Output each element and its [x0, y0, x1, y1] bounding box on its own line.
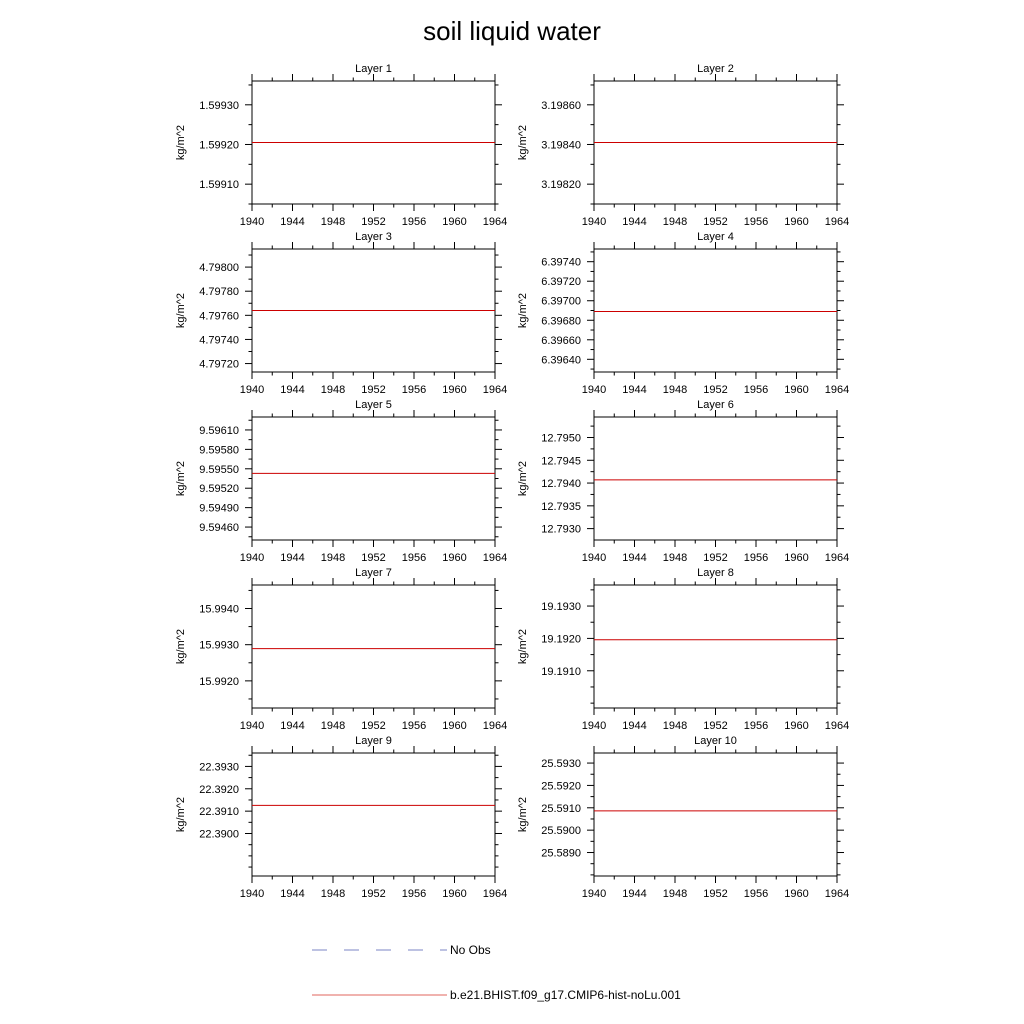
x-tick-label: 1964 [482, 720, 508, 732]
y-tick-label: 9.59460 [199, 522, 239, 535]
x-tick-label: 1960 [784, 552, 809, 564]
panel-title: Layer 9 [355, 735, 392, 747]
y-tick-label: 4.79720 [199, 358, 239, 371]
y-tick-label: 15.9940 [199, 603, 239, 616]
y-tick-label: 12.7935 [541, 500, 581, 513]
x-tick-label: 1964 [824, 720, 850, 732]
x-tick-label: 1952 [361, 552, 386, 564]
x-tick-label: 1960 [784, 216, 809, 228]
panel-frame [594, 753, 837, 876]
x-tick-label: 1956 [401, 384, 427, 396]
x-tick-label: 1964 [482, 552, 508, 564]
y-tick-label: 9.59580 [199, 444, 239, 457]
x-tick-label: 1948 [320, 216, 346, 228]
y-tick-label: 9.59550 [199, 463, 239, 476]
x-tick-label: 1940 [581, 216, 607, 228]
y-tick-label: 22.3930 [199, 761, 239, 774]
x-tick-label: 1952 [703, 216, 728, 228]
y-tick-label: 25.5890 [541, 847, 581, 860]
x-tick-label: 1948 [662, 384, 688, 396]
x-tick-label: 1964 [824, 552, 850, 564]
panel-frame [594, 585, 837, 708]
y-tick-label: 25.5920 [541, 780, 581, 793]
x-tick-label: 1948 [662, 552, 688, 564]
panel-title: Layer 4 [697, 231, 734, 243]
y-tick-label: 22.3900 [199, 828, 239, 841]
y-tick-label: 4.79760 [199, 310, 239, 323]
y-tick-label: 1.59920 [199, 139, 239, 152]
panel-title: Layer 10 [694, 735, 737, 747]
x-tick-label: 1944 [622, 216, 647, 228]
panel-4 [517, 231, 849, 396]
x-tick-label: 1944 [280, 552, 305, 564]
y-tick-label: 25.5910 [541, 802, 581, 815]
panel-3 [175, 231, 507, 396]
x-tick-label: 1956 [401, 216, 427, 228]
y-axis-label: kg/m^2 [175, 628, 187, 665]
x-tick-label: 1944 [280, 384, 305, 396]
y-axis-label: kg/m^2 [175, 124, 187, 161]
x-tick-label: 1964 [482, 216, 508, 228]
x-tick-label: 1960 [442, 384, 467, 396]
panel-2 [517, 63, 849, 228]
y-tick-label: 1.59910 [199, 179, 239, 192]
y-axis-label: kg/m^2 [175, 292, 187, 329]
x-tick-label: 1944 [622, 384, 647, 396]
x-tick-label: 1952 [361, 720, 386, 732]
y-axis-label: kg/m^2 [175, 460, 187, 497]
x-tick-label: 1940 [239, 888, 265, 900]
x-tick-label: 1960 [442, 552, 467, 564]
x-tick-label: 1940 [239, 552, 265, 564]
x-tick-label: 1944 [622, 888, 647, 900]
y-tick-label: 6.39700 [541, 295, 581, 308]
x-tick-label: 1956 [401, 720, 427, 732]
y-tick-label: 3.19860 [541, 99, 581, 112]
legend-label: b.e21.BHIST.f09_g17.CMIP6-hist-noLu.001 [450, 988, 681, 1002]
y-axis-label: kg/m^2 [517, 124, 529, 161]
y-tick-label: 15.9930 [199, 639, 239, 652]
y-axis-label: kg/m^2 [517, 460, 529, 497]
x-tick-label: 1948 [320, 552, 346, 564]
figure-title: soil liquid water [423, 16, 601, 46]
x-tick-label: 1964 [824, 384, 850, 396]
panel-title: Layer 1 [355, 63, 392, 75]
panel-title: Layer 6 [697, 399, 734, 411]
y-tick-label: 19.1920 [541, 633, 581, 646]
panel-5 [175, 399, 507, 564]
y-axis-label: kg/m^2 [517, 292, 529, 329]
y-axis-label: kg/m^2 [175, 796, 187, 833]
x-tick-label: 1948 [320, 720, 346, 732]
x-tick-label: 1948 [662, 216, 688, 228]
x-tick-label: 1940 [581, 888, 607, 900]
y-tick-label: 6.39640 [541, 354, 581, 367]
y-tick-label: 19.1910 [541, 665, 581, 678]
y-tick-label: 25.5900 [541, 825, 581, 838]
panel-10 [517, 735, 849, 900]
y-axis-label: kg/m^2 [517, 796, 529, 833]
x-tick-label: 1944 [622, 720, 647, 732]
y-tick-label: 19.1930 [541, 601, 581, 614]
x-tick-label: 1952 [703, 888, 728, 900]
x-tick-label: 1956 [401, 888, 427, 900]
x-tick-label: 1952 [361, 888, 386, 900]
x-tick-label: 1960 [442, 720, 467, 732]
x-tick-label: 1948 [320, 384, 346, 396]
panel-9 [175, 735, 507, 900]
x-tick-label: 1956 [743, 384, 769, 396]
panel-title: Layer 5 [355, 399, 392, 411]
panel-title: Layer 2 [697, 63, 734, 75]
panel-frame [594, 249, 837, 372]
panel-frame [252, 585, 495, 708]
y-tick-label: 6.39720 [541, 276, 581, 289]
legend-label: No Obs [450, 943, 491, 957]
y-tick-label: 9.59610 [199, 424, 239, 437]
x-tick-label: 1940 [581, 720, 607, 732]
y-tick-label: 6.39660 [541, 334, 581, 347]
y-tick-label: 4.79800 [199, 262, 239, 275]
x-tick-label: 1952 [703, 720, 728, 732]
y-tick-label: 9.59520 [199, 483, 239, 496]
y-tick-label: 12.7945 [541, 455, 581, 468]
x-tick-label: 1960 [442, 888, 467, 900]
y-tick-label: 12.7940 [541, 478, 581, 491]
x-tick-label: 1956 [401, 552, 427, 564]
legend-item-1 [312, 943, 491, 957]
panel-title: Layer 7 [355, 567, 392, 579]
x-tick-label: 1952 [703, 552, 728, 564]
panel-frame [252, 417, 495, 540]
y-tick-label: 6.39680 [541, 315, 581, 328]
panel-7 [175, 567, 507, 732]
x-tick-label: 1964 [824, 888, 850, 900]
x-tick-label: 1964 [482, 888, 508, 900]
y-tick-label: 4.79740 [199, 334, 239, 347]
x-tick-label: 1944 [280, 720, 305, 732]
y-tick-label: 12.7930 [541, 523, 581, 536]
y-tick-label: 15.9920 [199, 675, 239, 688]
panel-frame [252, 753, 495, 876]
panel-6 [517, 399, 849, 564]
x-tick-label: 1956 [743, 552, 769, 564]
y-tick-label: 1.59930 [199, 99, 239, 112]
x-tick-label: 1944 [280, 888, 305, 900]
x-tick-label: 1940 [581, 552, 607, 564]
x-tick-label: 1956 [743, 888, 769, 900]
y-tick-label: 12.7950 [541, 432, 581, 445]
x-tick-label: 1948 [320, 888, 346, 900]
y-tick-label: 3.19840 [541, 139, 581, 152]
x-tick-label: 1960 [784, 384, 809, 396]
x-tick-label: 1940 [581, 384, 607, 396]
x-tick-label: 1940 [239, 216, 265, 228]
x-tick-label: 1964 [482, 384, 508, 396]
y-tick-label: 9.59490 [199, 502, 239, 515]
y-tick-label: 22.3920 [199, 783, 239, 796]
x-tick-label: 1944 [622, 552, 647, 564]
y-tick-label: 25.5930 [541, 758, 581, 771]
y-tick-label: 4.79780 [199, 286, 239, 299]
x-tick-label: 1940 [239, 720, 265, 732]
x-tick-label: 1956 [743, 216, 769, 228]
x-tick-label: 1940 [239, 384, 265, 396]
y-tick-label: 22.3910 [199, 806, 239, 819]
panels-grid [175, 63, 849, 900]
legend [312, 943, 681, 1002]
panel-8 [517, 567, 849, 732]
x-tick-label: 1952 [361, 216, 386, 228]
x-tick-label: 1952 [703, 384, 728, 396]
x-tick-label: 1960 [784, 720, 809, 732]
x-tick-label: 1948 [662, 720, 688, 732]
x-tick-label: 1952 [361, 384, 386, 396]
y-axis-label: kg/m^2 [517, 628, 529, 665]
x-tick-label: 1964 [824, 216, 850, 228]
x-tick-label: 1948 [662, 888, 688, 900]
x-tick-label: 1944 [280, 216, 305, 228]
legend-item-2 [312, 988, 681, 1002]
y-tick-label: 6.39740 [541, 256, 581, 269]
x-tick-label: 1960 [442, 216, 467, 228]
panel-frame [594, 417, 837, 540]
panel-title: Layer 8 [697, 567, 734, 579]
panel-1 [175, 63, 507, 228]
x-tick-label: 1956 [743, 720, 769, 732]
x-tick-label: 1960 [784, 888, 809, 900]
panel-title: Layer 3 [355, 231, 392, 243]
y-tick-label: 3.19820 [541, 179, 581, 192]
